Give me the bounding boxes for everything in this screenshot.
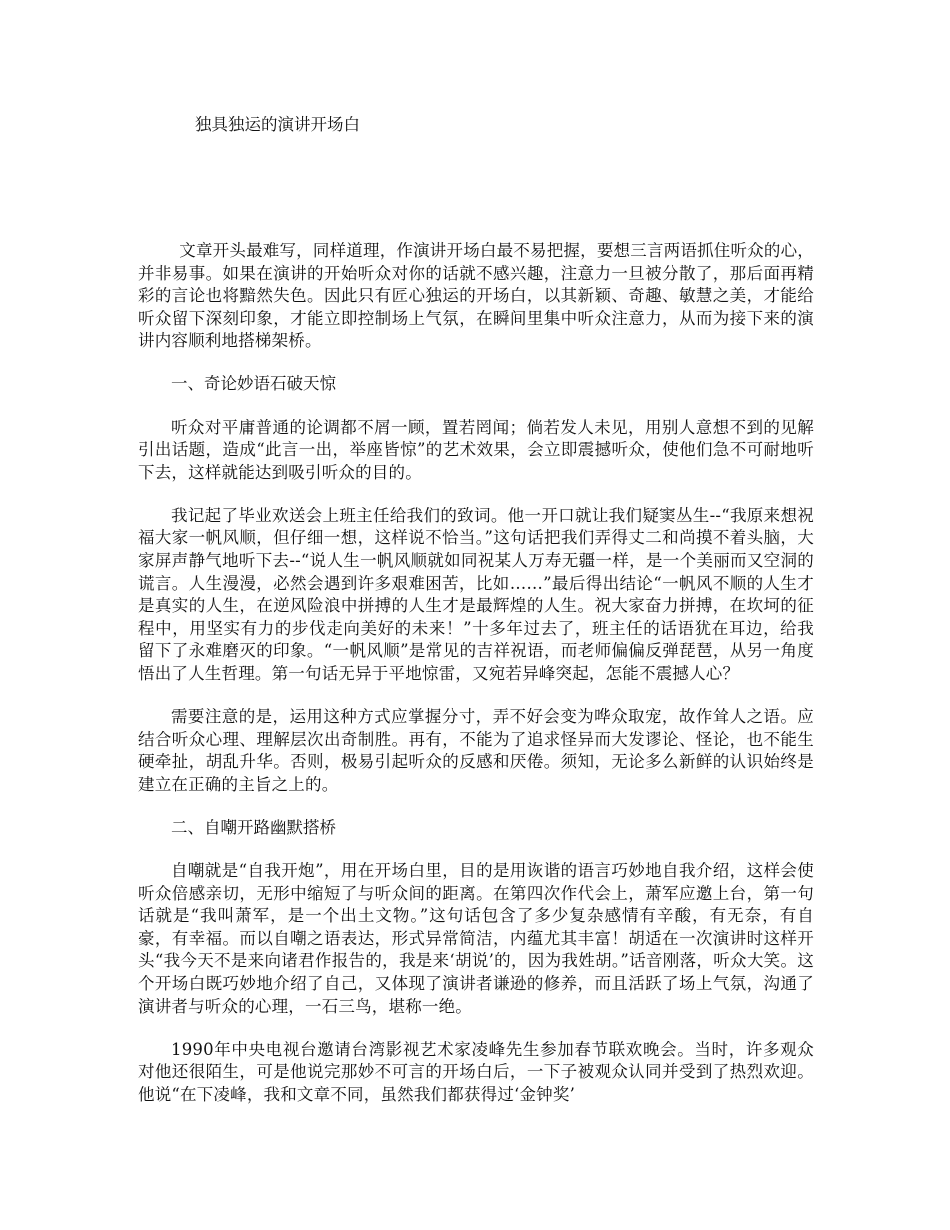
document-title: 独具独运的演讲开场白 bbox=[195, 115, 360, 134]
paragraph: 我记起了毕业欢送会上班主任给我们的致词。他一开口就让我们疑窦丛生--“我原来想祝福大家一帆风顺，但仔细一想，这样说不恰当。”这句话把我们弄得丈二和尚摸不着头脑，大家屏声静气地听下去--“说人生一帆风顺就如同祝某人万寿无疆一样，是一个美丽而又空洞的谎言。人生漫漫，必然会遇到许多艰难困苦，比如……”最后得出结论“一帆风不顺的人生才是真实的人生，在逆风险浪中拼搏的人生才是最辉煌的人生。祝大家奋力拼搏，在坎坷的征程中，用坚实有力的步伐走向美好的未来！”十多年过去了，班主任的话语犹在耳边，给我留下了永难磨灭的印象。“一帆风顺”是常见的吉祥祝语，而老师偏偏反弹琵琶，从另一角度悟出了人生哲理。第一句话无异于平地惊雷，又宛若异峰突起，怎能不震撼人心？ bbox=[138, 505, 814, 683]
paragraph: 需要注意的是，运用这种方式应掌握分寸，弄不好会变为哗众取宠，故作耸人之语。应结合听众心理、理解层次出奇制胜。再有，不能为了追求怪异而大发谬论、怪论，也不能生硬牵扯，胡乱升华。否则，极易引起听众的反感和厌倦。须知，无论多么新鲜的认识始终是建立在正确的主旨之上的。 bbox=[138, 707, 814, 794]
paragraph-intro: 文章开头最难写，同样道理，作演讲开场白最不易把握，要想三言两语抓住听众的心，并非易事。如果在演讲的开始听众对你的话就不感兴趣，注意力一旦被分散了，那后面再精彩的言论也将黯然失色。因此只有匠心独运的开场白，以其新颖、奇趣、敏慧之美，才能给听众留下深刻印象，才能立即控制场上气氛，在瞬间里集中听众注意力，从而为接下来的演讲内容顺利地搭梯架桥。 bbox=[138, 241, 814, 351]
paragraph: 听众对平庸普通的论调都不屑一顾，置若罔闻；倘若发人未见，用别人意想不到的见解引出话题，造成“此言一出，举座皆惊”的艺术效果，会立即震撼听众，使他们急不可耐地听下去，这样就能达到吸引听众的目的。 bbox=[138, 417, 814, 482]
paragraph: 1990年中央电视台邀请台湾影视艺术家凌峰先生参加春节联欢晚会。当时，许多观众对他还很陌生，可是他说完那妙不可言的开场白后，一下子被观众认同并受到了热烈欢迎。他说“在下凌峰，我和文章不同，虽然我们都获得过‘金钟奖’ bbox=[138, 1039, 814, 1104]
section-heading-2: 二、自嘲开路幽默搭桥 bbox=[171, 817, 336, 837]
paragraph: 自嘲就是“自我开炮”，用在开场白里，目的是用诙谐的语言巧妙地自我介绍，这样会使听众倍感亲切，无形中缩短了与听众间的距离。在第四次作代会上，萧军应邀上台，第一句话就是“我叫萧军，是一个出土文物。”这句话包含了多少复杂感情有辛酸，有无奈，有自豪，有幸福。而以自嘲之语表达，形式异常简洁，内蕴尤其丰富！胡适在一次演讲时这样开头“我今天不是来向诸君作报告的，我是来‘胡说’的，因为我姓胡。”话音刚落，听众大笑。这个开场白既巧妙地介绍了自己，又体现了演讲者谦逊的修养，而且活跃了场上气氛，沟通了演讲者与听众的心理，一石三鸟，堪称一绝。 bbox=[138, 861, 814, 1016]
document-body bbox=[138, 240, 814, 1127]
section-heading-1: 一、奇论妙语石破天惊 bbox=[171, 374, 336, 394]
